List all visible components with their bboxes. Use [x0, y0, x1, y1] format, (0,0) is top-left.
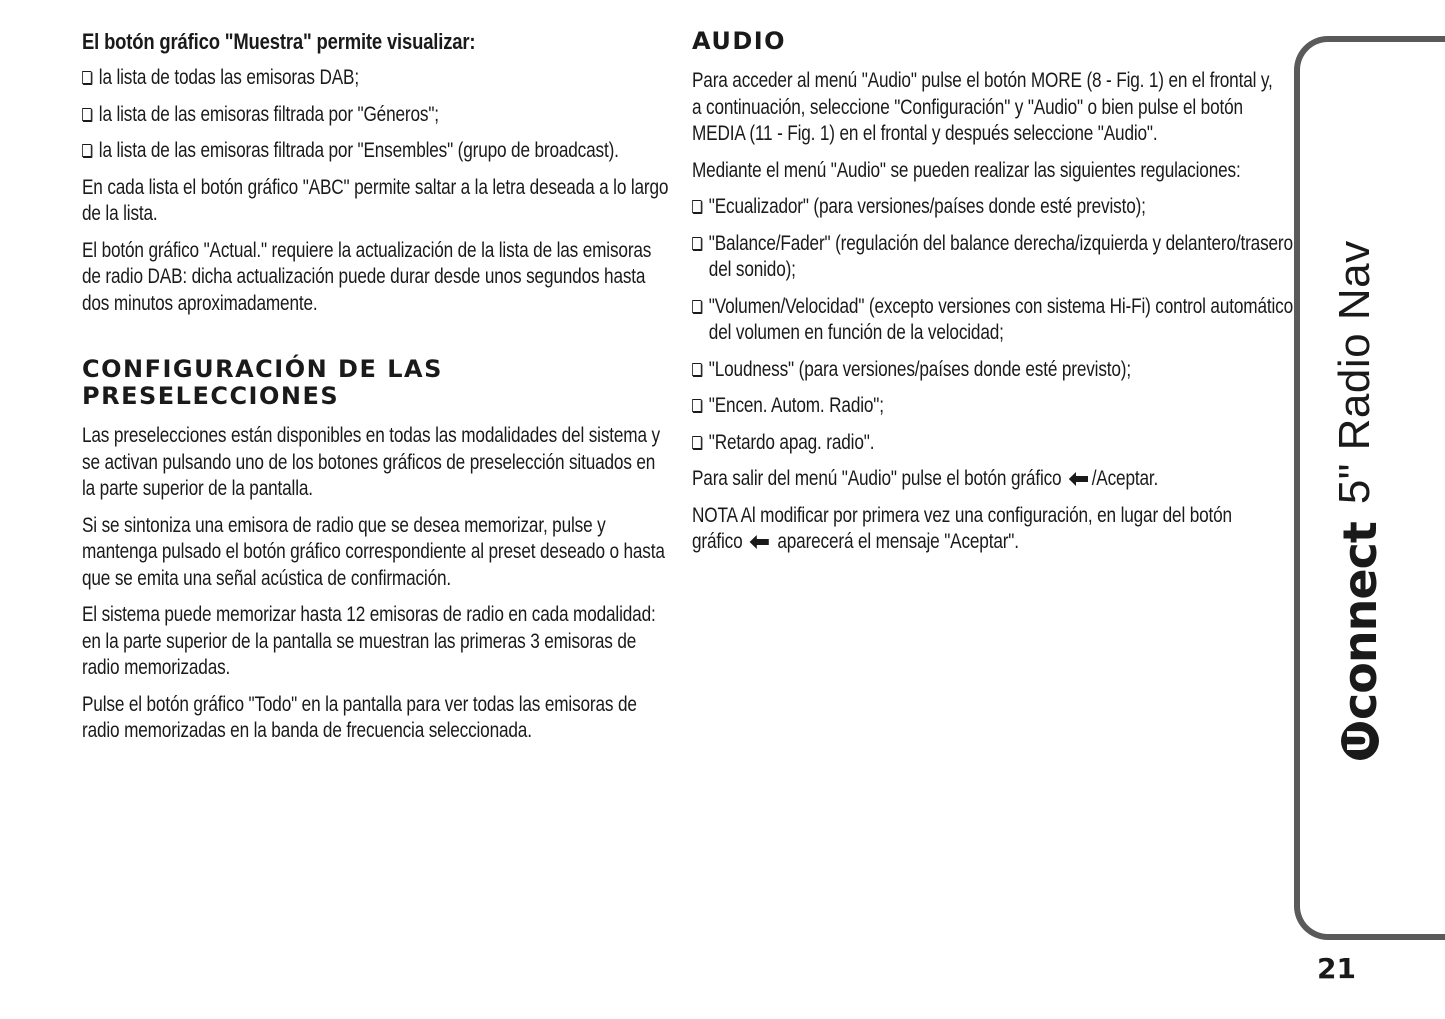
- checkbox-icon: [692, 237, 702, 250]
- left-column: [82, 28, 670, 754]
- checkbox-icon: [692, 200, 702, 213]
- paragraph: Si se sintoniza una emisora de radio que se desea memorizar, pulse y mantenga pulsado el botón gráfico correspondiente al preset deseado o hasta que se emita una señal acústica de confirmación.: [82, 512, 665, 590]
- list-item: "Retardo apag. radio".: [692, 429, 1294, 456]
- paragraph-menu: Mediante el menú "Audio" se pueden realizar las siguientes regulaciones:: [692, 157, 1241, 182]
- checkbox-icon: [692, 436, 702, 449]
- list-item: "Volumen/Velocidad" (excepto versiones con sistema Hi-Fi) control automático del volumen en función de la velocidad;: [692, 293, 1294, 346]
- paragraph: Pulse el botón gráfico "Todo" en la pantalla para ver todas las emisoras de radio memorizadas en la banda de frecuencia seleccionada.: [82, 691, 637, 742]
- checkbox-icon: [692, 363, 702, 376]
- audio-heading: AUDIO: [692, 27, 787, 55]
- checkbox-icon: [82, 108, 92, 121]
- right-column: [692, 27, 1293, 565]
- paragraph-abc: En cada lista el botón gráfico "ABC" permite saltar a la letra deseada a lo largo de la lista.: [82, 174, 669, 225]
- chapter-brand: [1330, 240, 1387, 760]
- checkbox-icon: [82, 144, 92, 157]
- page-number: 21: [1317, 952, 1356, 985]
- back-arrow-icon: [750, 535, 771, 549]
- list-item: la lista de las emisoras filtrada por "Ensembles" (grupo de broadcast).: [82, 137, 687, 164]
- paragraph: Las preselecciones están disponibles en todas las modalidades del sistema y se activan pulsando uno de los botones gráficos de preselección situados en la parte superior de la pantalla.: [82, 423, 660, 500]
- checkbox-icon: [692, 399, 702, 412]
- paragraph-access: Para acceder al menú "Audio" pulse el botón MORE (8 - Fig. 1) en el frontal y, a continuación, seleccione "Configuración" y "Audio" o bien pulse el botón MEDIA (11 - Fig. 1) en el frontal y después seleccione "Audio".: [692, 68, 1273, 145]
- list-item: "Ecualizador" (para versiones/países donde esté previsto);: [692, 193, 1294, 220]
- list-item: la lista de las emisoras filtrada por "Géneros";: [82, 101, 687, 128]
- list-item: "Loudness" (para versiones/países donde esté previsto);: [692, 356, 1294, 383]
- paragraph-actual: El botón gráfico "Actual." requiere la actualización de la lista de las emisoras de radio DAB: dicha actualización puede durar desde unos segundos hasta dos minutos aproximadamente.: [82, 237, 652, 315]
- paragraph-exit: Para salir del menú "Audio" pulse el botón gráfico /Aceptar.: [692, 466, 1159, 490]
- checkbox-icon: [82, 71, 92, 84]
- section-heading: CONFIGURACIÓN DE LAS PRESELECCIONES: [82, 355, 443, 410]
- uconnect-logo: U connect: [1333, 522, 1387, 760]
- chapter-title: 5" Radio Nav: [1330, 240, 1379, 505]
- paragraph-note: NOTA Al modificar por primera vez una configuración, en lugar del botón gráfico aparecerá el mensaje "Aceptar".: [692, 502, 1232, 553]
- paragraph: El sistema puede memorizar hasta 12 emisoras de radio en cada modalidad: en la parte superior de la pantalla se muestran las primeras 3 emisoras de radio memorizadas.: [82, 602, 656, 679]
- list-item: "Encen. Autom. Radio";: [692, 392, 1294, 419]
- checkbox-icon: [692, 300, 702, 313]
- list-item: la lista de todas las emisoras DAB;: [82, 64, 687, 91]
- list-item: "Balance/Fader" (regulación del balance derecha/izquierda y delantero/trasero del sonido);: [692, 230, 1294, 283]
- back-arrow-icon: [1068, 472, 1089, 486]
- intro-heading: El botón gráfico "Muestra" permite visualizar:: [82, 29, 476, 54]
